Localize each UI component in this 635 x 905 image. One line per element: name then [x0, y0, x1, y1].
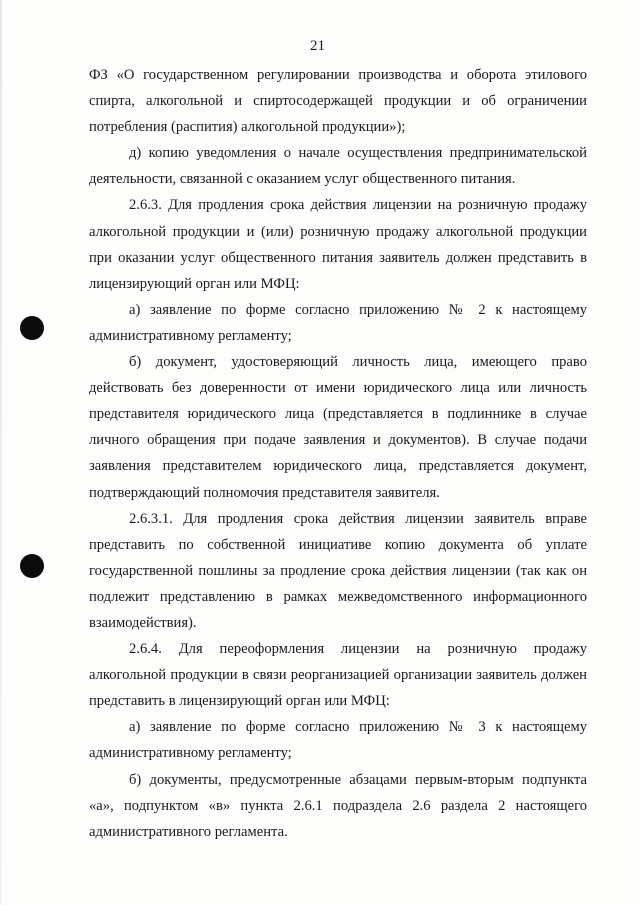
paragraph-item-a: а) заявление по форме согласно приложению № 2 к настоящему административному регламенту; — [89, 301, 587, 344]
paragraph-item-d: д) копию уведомления о начале осуществления предпринимательской деятельности, связанной с оказанием услуг общественного питания. — [89, 145, 587, 188]
paragraph-item-b-2: б) документы, предусмотренные абзацами первым-вторым подпункта «а», подпунктом «в» пункта 2.6.1 подраздела 2.6 раздела 2 настоящего административного регламента. — [89, 771, 587, 840]
punch-hole-top — [20, 316, 44, 340]
page-number: 21 — [310, 38, 325, 54]
paragraph-item-a-2: а) заявление по форме согласно приложению № 3 к настоящему административному регламенту; — [89, 719, 587, 762]
paragraph-2-6-3-1: 2.6.3.1. Для продления срока действия лицензии заявитель вправе представить по собственной инициативе копию документа об уплате государственной пошлины за продление срока действия лицензии (так как он подлежит представлению в рамках межведомственного информационного взаимодействия). — [89, 510, 587, 631]
scan-edge — [0, 0, 2, 905]
paragraph-2-6-4: 2.6.4. Для переоформления лицензии на розничную продажу алкогольной продукции в связи реорганизацией организации заявитель должен представить в лицензирующий орган или МФЦ: — [89, 641, 587, 710]
paragraph-item-b: б) документ, удостоверяющий личность лица, имеющего право действовать без доверенности от имени юридического лица или личность представителя юридического лица (представляется в подлиннике в случае личного обращения при подаче заявления и документов). В случае подачи заявления представителем юридического лица, представляется документ, подтверждающий полномочия представителя заявителя. — [89, 354, 587, 501]
document-body — [89, 62, 587, 845]
punch-hole-bottom — [20, 554, 44, 578]
paragraph-2-6-3: 2.6.3. Для продления срока действия лицензии на розничную продажу алкогольной продукции и (или) розничную продажу алкогольной продукции при оказании услуг общественного питания заявитель должен представить в лицензирующий орган или МФЦ: — [89, 197, 587, 292]
paragraph-law-reference: ФЗ «О государственном регулировании производства и оборота этилового спирта, алкогольной и спиртосодержащей продукции и об ограничении потребления (распития) алкогольной продукции»); — [89, 67, 587, 136]
